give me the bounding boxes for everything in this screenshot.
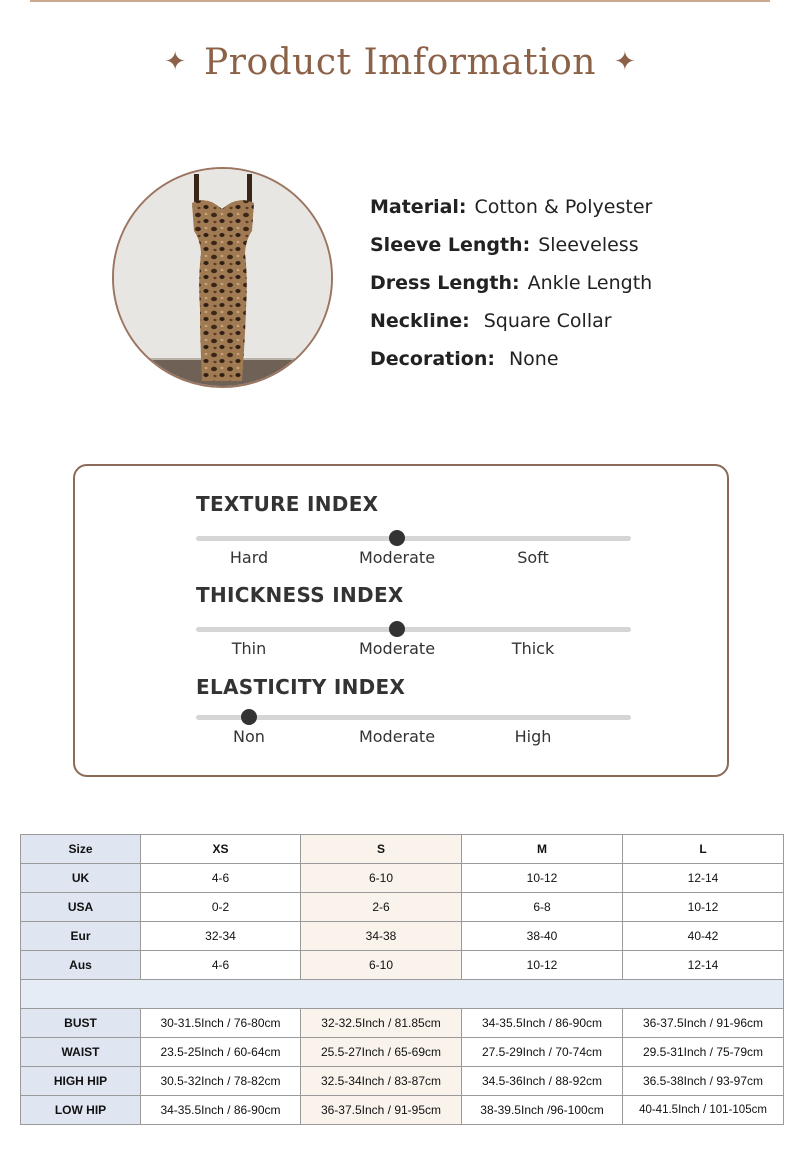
attribute-value: None: [508, 348, 559, 370]
table-cell: 29.5-31Inch / 75-79cm: [623, 1038, 784, 1067]
texture-index-track: [196, 536, 631, 541]
table-cell: 38-40: [462, 922, 623, 951]
table-cell: 6-10: [301, 951, 462, 980]
attribute-label: Neckline:: [370, 310, 470, 332]
table-cell: 4-6: [141, 951, 301, 980]
table-cell: WAIST: [21, 1038, 141, 1067]
table-cell: 34-35.5Inch / 86-90cm: [141, 1096, 301, 1125]
attribute-material: [370, 190, 790, 228]
table-cell: 32-32.5Inch / 81.85cm: [301, 1009, 462, 1038]
table-cell: 4-6: [141, 864, 301, 893]
table-row: [21, 864, 784, 893]
attribute-label: Decoration:: [370, 348, 495, 370]
attribute-value: Cotton & Polyester: [474, 196, 653, 218]
texture-index-title: TEXTURE INDEX: [196, 492, 379, 516]
table-cell: 12-14: [623, 864, 784, 893]
product-photo: [112, 167, 333, 388]
elasticity-index-marker: [241, 709, 257, 725]
table-cell: UK: [21, 864, 141, 893]
elasticity-label-high: High: [514, 727, 552, 746]
table-cell: Aus: [21, 951, 141, 980]
texture-label-soft: Soft: [517, 548, 549, 567]
table-header-row: [21, 835, 784, 864]
table-row: [21, 893, 784, 922]
table-cell: 10-12: [623, 893, 784, 922]
table-cell: 38-39.5Inch /96-100cm: [462, 1096, 623, 1125]
table-cell: 36.5-38Inch / 93-97cm: [623, 1067, 784, 1096]
table-cell: LOW HIP: [21, 1096, 141, 1125]
elasticity-label-non: Non: [233, 727, 265, 746]
table-cell: 6-8: [462, 893, 623, 922]
table-cell: 32-34: [141, 922, 301, 951]
table-cell: 30-31.5Inch / 76-80cm: [141, 1009, 301, 1038]
section-header: [0, 36, 800, 88]
table-cell: 10-12: [462, 864, 623, 893]
table-cell: BUST: [21, 1009, 141, 1038]
table-cell: 36-37.5Inch / 91-96cm: [623, 1009, 784, 1038]
table-cell: USA: [21, 893, 141, 922]
texture-index-marker: [389, 530, 405, 546]
table-header-cell: XS: [141, 835, 301, 864]
table-cell: 34-35.5Inch / 86-90cm: [462, 1009, 623, 1038]
table-row: [21, 1067, 784, 1096]
thickness-label-thin: Thin: [231, 639, 267, 658]
size-chart-table: [20, 834, 784, 1125]
table-cell: 32.5-34Inch / 83-87cm: [301, 1067, 462, 1096]
page-title: Product Imformation: [204, 41, 596, 83]
attribute-value: Square Collar: [483, 310, 612, 332]
table-cell: 34-38: [301, 922, 462, 951]
table-cell: 30.5-32Inch / 78-82cm: [141, 1067, 301, 1096]
table-cell: 40-41.5Inch / 101-105cm: [623, 1096, 784, 1125]
elasticity-index-track: [196, 715, 631, 720]
table-separator-row: [21, 980, 784, 1009]
table-row: [21, 1009, 784, 1038]
thickness-label-thick: Thick: [511, 639, 555, 658]
attribute-neckline: [370, 304, 790, 342]
attribute-value: Sleeveless: [538, 234, 639, 256]
attribute-label: Sleeve Length:: [370, 234, 531, 256]
thickness-index-marker: [389, 621, 405, 637]
table-cell: 12-14: [623, 951, 784, 980]
table-header-cell: L: [623, 835, 784, 864]
product-attributes: [370, 190, 790, 380]
attribute-label: Dress Length:: [370, 272, 520, 294]
attribute-dress-length: [370, 266, 790, 304]
table-cell: 0-2: [141, 893, 301, 922]
thickness-label-moderate: Moderate: [358, 639, 436, 658]
dress-image: [114, 169, 331, 386]
sparkle-icon: ✦: [613, 47, 636, 77]
table-cell: 40-42: [623, 922, 784, 951]
table-cell: 2-6: [301, 893, 462, 922]
table-cell: 25.5-27Inch / 65-69cm: [301, 1038, 462, 1067]
table-row: [21, 922, 784, 951]
table-cell: 36-37.5Inch / 91-95cm: [301, 1096, 462, 1125]
table-cell: 23.5-25Inch / 60-64cm: [141, 1038, 301, 1067]
table-separator: [21, 980, 784, 1009]
table-cell: 27.5-29Inch / 70-74cm: [462, 1038, 623, 1067]
attribute-decoration: [370, 342, 790, 380]
table-cell: 34.5-36Inch / 88-92cm: [462, 1067, 623, 1096]
elasticity-label-moderate: Moderate: [358, 727, 436, 746]
table-header-cell: S: [301, 835, 462, 864]
attribute-label: Material:: [370, 196, 467, 218]
elasticity-index-title: ELASTICITY INDEX: [196, 675, 406, 699]
thickness-index-title: THICKNESS INDEX: [196, 583, 404, 607]
texture-label-moderate: Moderate: [358, 548, 436, 567]
table-row: [21, 1038, 784, 1067]
texture-label-hard: Hard: [229, 548, 269, 567]
thickness-index-track: [196, 627, 631, 632]
table-cell: 6-10: [301, 864, 462, 893]
table-cell: HIGH HIP: [21, 1067, 141, 1096]
table-header-cell: M: [462, 835, 623, 864]
table-header-cell: Size: [21, 835, 141, 864]
table-row: [21, 1096, 784, 1125]
attribute-sleeve-length: [370, 228, 790, 266]
table-cell: 10-12: [462, 951, 623, 980]
attribute-value: Ankle Length: [527, 272, 653, 294]
top-divider: [30, 0, 770, 2]
table-cell: Eur: [21, 922, 141, 951]
sparkle-icon: ✦: [164, 47, 187, 77]
table-row: [21, 951, 784, 980]
